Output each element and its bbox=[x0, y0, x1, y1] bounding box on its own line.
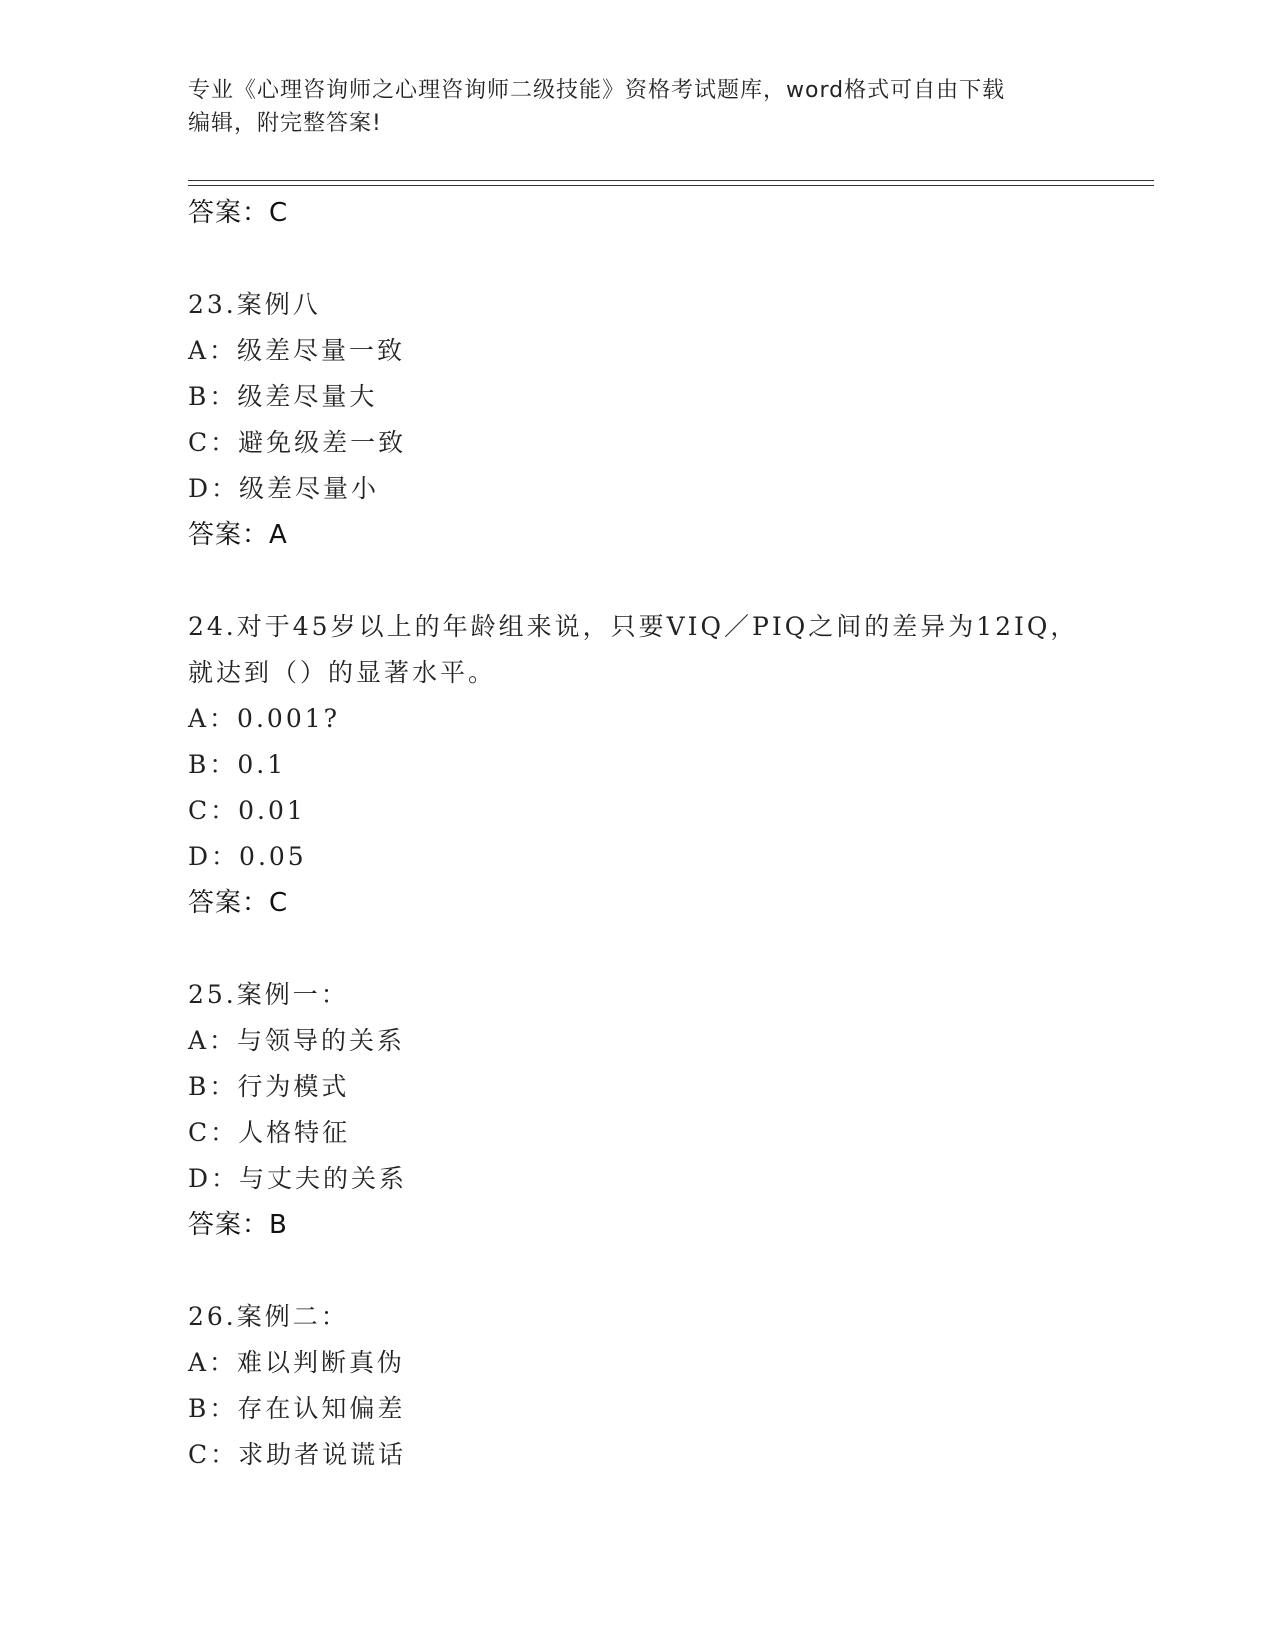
option-b: B：行为模式 bbox=[188, 1072, 350, 1101]
question-26: 26.案例二： bbox=[188, 1302, 349, 1331]
option-a: A：级差尽量一致 bbox=[188, 336, 406, 365]
option-d: D：级差尽量小 bbox=[188, 474, 380, 503]
option-c: C：避免级差一致 bbox=[188, 428, 407, 457]
option-a: A：0.001? bbox=[188, 704, 341, 733]
question-24-line-2: 就达到（）的显著水平。 bbox=[188, 658, 497, 687]
header-rule-top bbox=[188, 180, 1154, 181]
header-line-1: 专业《心理咨询师之心理咨询师二级技能》资格考试题库，word格式可自由下载 bbox=[188, 78, 1006, 103]
document-header bbox=[188, 74, 1068, 140]
option-a: A：难以判断真伪 bbox=[188, 1348, 406, 1377]
option-b: B：存在认知偏差 bbox=[188, 1394, 406, 1423]
answer-line: 答案：C bbox=[188, 198, 289, 228]
spacer bbox=[188, 926, 1148, 972]
spacer bbox=[188, 1248, 1148, 1294]
question-list bbox=[188, 190, 1148, 1478]
spacer bbox=[188, 558, 1148, 604]
option-d: D：与丈夫的关系 bbox=[188, 1164, 408, 1193]
option-b: B：0.1 bbox=[188, 750, 287, 779]
answer-line: 答案：A bbox=[188, 520, 288, 550]
option-c: C：人格特征 bbox=[188, 1118, 351, 1147]
answer-line: 答案：B bbox=[188, 1210, 288, 1240]
header-rule-bottom bbox=[188, 185, 1154, 186]
spacer bbox=[188, 236, 1148, 282]
header-line-2: 编辑，附完整答案! bbox=[188, 111, 382, 136]
option-b: B：级差尽量大 bbox=[188, 382, 378, 411]
option-a: A：与领导的关系 bbox=[188, 1026, 406, 1055]
option-d: D：0.05 bbox=[188, 842, 307, 871]
question-23: 23.案例八 bbox=[188, 290, 321, 319]
question-24-line-1: 24.对于45岁以上的年龄组来说，只要VIQ／PIQ之间的差异为12IQ， bbox=[188, 612, 1079, 641]
answer-line: 答案：C bbox=[188, 888, 289, 918]
option-c: C：求助者说谎话 bbox=[188, 1440, 407, 1469]
question-25: 25.案例一： bbox=[188, 980, 349, 1009]
option-c: C：0.01 bbox=[188, 796, 306, 825]
